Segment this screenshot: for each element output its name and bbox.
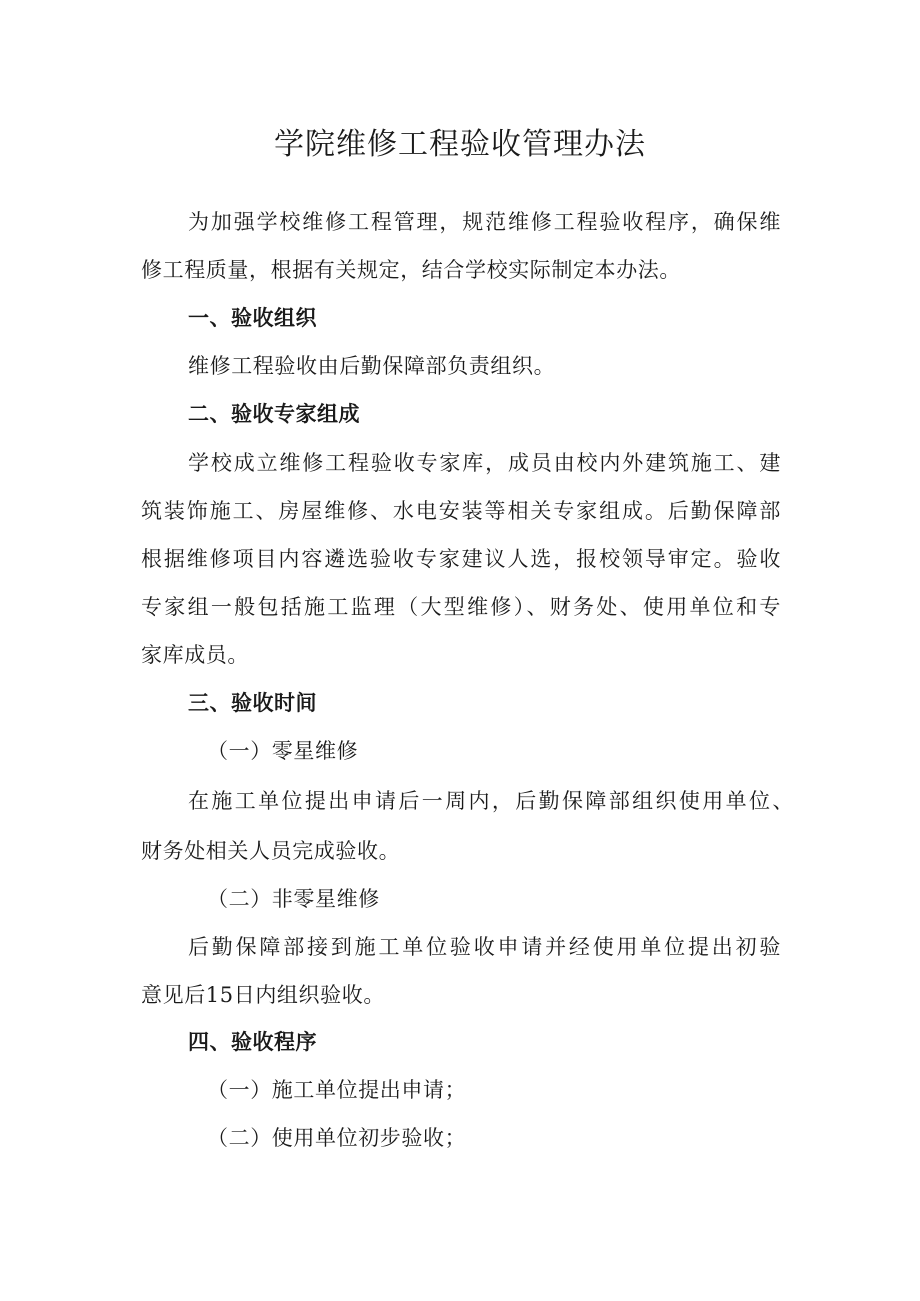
section-3-sub-1-line-2: 财务处相关人员完成验收。 [141,839,401,863]
document-title: 学院维修工程验收管理办法 [274,127,646,162]
section-3-sub-2-line-1: 后勤保障部接到施工单位验收申请并经使用单位提出初验 [188,935,781,959]
section-4-step-2: （二）使用单位初步验收； [207,1126,467,1150]
section-3-heading: 三、验收时间 [188,691,317,715]
section-4-heading: 四、验收程序 [188,1030,317,1054]
section-3-sub-2-line-2: 意见后15日内组织验收。 [141,983,385,1007]
section-1-body: 维修工程验收由后勤保障部负责组织。 [188,354,556,378]
section-2-line-5: 家库成员。 [141,643,249,667]
section-2-heading: 二、验收专家组成 [188,402,360,426]
intro-line-1: 为加强学校维修工程管理，规范维修工程验收程序，确保维 [188,210,781,234]
section-3-sub-1-label: （一）零星维修 [207,739,359,763]
section-2-line-4: 专家组一般包括施工监理（大型维修）、财务处、使用单位和专 [141,595,781,619]
section-3-sub-1-line-1: 在施工单位提出申请后一周内，后勤保障部组织使用单位、 [188,789,794,813]
section-4-step-1: （一）施工单位提出申请； [207,1078,467,1102]
section-3-sub-2-label: （二）非零星维修 [207,887,380,911]
section-1-heading: 一、验收组织 [188,306,317,330]
section-2-line-3: 根据维修项目内容遴选验收专家建议人选，报校领导审定。验收 [141,547,781,571]
section-2-line-2: 筑装饰施工、房屋维修、水电安装等相关专家组成。后勤保障部 [141,499,781,523]
intro-line-2: 修工程质量，根据有关规定，结合学校实际制定本办法。 [141,258,681,282]
section-2-line-1: 学校成立维修工程验收专家库，成员由校内外建筑施工、建 [188,451,781,475]
